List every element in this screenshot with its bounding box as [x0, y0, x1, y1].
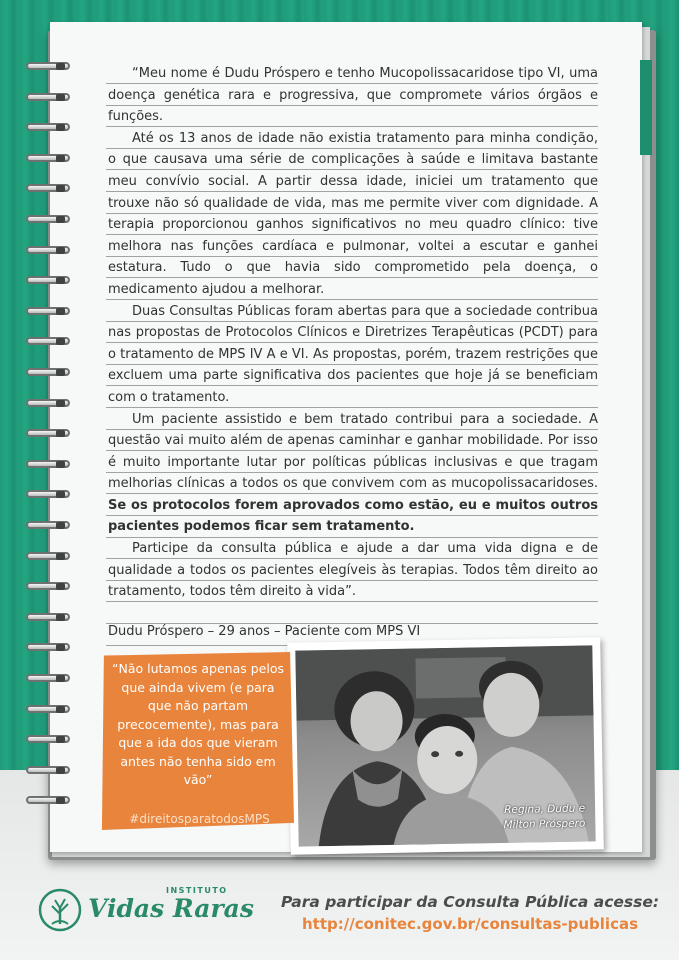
logo-small-text: INSTITUTO	[166, 886, 228, 895]
spiral-ring	[22, 580, 74, 593]
spiral-ring	[22, 550, 74, 563]
spiral-ring	[22, 366, 74, 379]
letter-paragraph	[108, 409, 598, 539]
spiral-ring	[22, 213, 74, 226]
letter-paragraph: Participe da consulta pública e ajude a dar uma vida digna e de qualidade a todos os pacientes elegíveis às terapias. Todos têm direito ao tratamento, todos têm direito à vida”.	[108, 541, 598, 600]
tree-emblem-icon	[38, 888, 82, 932]
spiral-ring	[22, 672, 74, 685]
letter-body	[108, 63, 598, 603]
letter-signature: Dudu Próspero – 29 anos – Paciente com MPS VI	[108, 624, 421, 639]
letter-paragraph: Até os 13 anos de idade não existia tratamento para minha condição, o que causava uma série de complicações à saúde e limitava bastante meu convívio social. A partir dessa idade, iniciei um tratamento que trouxe não só qualidade de vida, mas me permite viver com dignidade. A terapia proporcionou ganhos significativos no meu quadro clínico: tive melhora nas funções cardíaca e pulmonar, voltei a escutar e ganhei estatura. Tudo o que havia sido comprometido pela doença, o medicamento ajudou a melhorar.	[108, 130, 598, 297]
spiral-ring	[22, 458, 74, 471]
spiral-ring	[22, 519, 74, 532]
cta-text: Para participar da Consulta Pública acesse:	[280, 893, 660, 911]
spiral-ring	[22, 182, 74, 195]
spiral-ring	[22, 427, 74, 440]
quote-text: “Não lutamos apenas pelos que ainda vivem (e para que não partam precocemente), mas para que a ida dos que vieram antes não tenha sido em vão”	[112, 661, 284, 787]
spiral-ring	[22, 60, 74, 73]
spiral-ring	[22, 794, 74, 807]
instituto-vidas-raras-logo	[38, 884, 288, 940]
logo-main-text: Vidas Raras	[88, 894, 254, 923]
cta-link[interactable]: http://conitec.gov.br/consultas-publicas	[301, 915, 639, 933]
spiral-ring	[22, 764, 74, 777]
spiral-ring	[22, 488, 74, 501]
family-photo	[287, 637, 604, 854]
letter-paragraph: Duas Consultas Públicas foram abertas para que a sociedade contribua nas propostas de Protocolos Clínicos e Diretrizes Terapêuticas (PCDT) para o tratamento de MPS IV A e VI. As propostas, porém, trazem restrições que excluem uma parte significativa dos pacientes que hoje já se beneficiam com o tratamento.	[108, 303, 598, 405]
spiral-ring	[22, 641, 74, 654]
spiral-ring	[22, 397, 74, 410]
letter-paragraph-plain: Um paciente assistido e bem tratado contribui para a sociedade. A questão vai muito além de apenas caminhar e ganhar mobilidade. Por isso é muito importante lutar por políticas públicas inclusivas e que tragam melhorias clínicas a todos os que convivem com as mucopolissacaridoses.	[108, 411, 598, 492]
photo-caption: Regina, Dudu e Milton Próspero	[503, 802, 586, 831]
spiral-ring	[22, 611, 74, 624]
family-photo-image	[295, 645, 595, 846]
spiral-ring	[22, 703, 74, 716]
spiral-ring	[22, 274, 74, 287]
letter-paragraph: “Meu nome é Dudu Próspero e tenho Mucopolissacaridose tipo VI, uma doença genética rara e progressiva, que compromete vários órgãos e funções.	[108, 66, 598, 125]
hashtag: #direitosparatodosMPS	[129, 812, 270, 826]
bookmark-ribbon	[640, 60, 652, 155]
spiral-ring	[22, 121, 74, 134]
spiral-binding	[22, 60, 78, 830]
letter-paragraph-emphasis: Se os protocolos forem aprovados como estão, eu e muitos outros pacientes podemos ficar sem tratamento.	[108, 497, 598, 535]
spiral-ring	[22, 335, 74, 348]
spiral-ring	[22, 91, 74, 104]
spiral-ring	[22, 244, 74, 257]
spiral-ring	[22, 733, 74, 746]
spiral-ring	[22, 152, 74, 165]
spiral-ring	[22, 305, 74, 318]
